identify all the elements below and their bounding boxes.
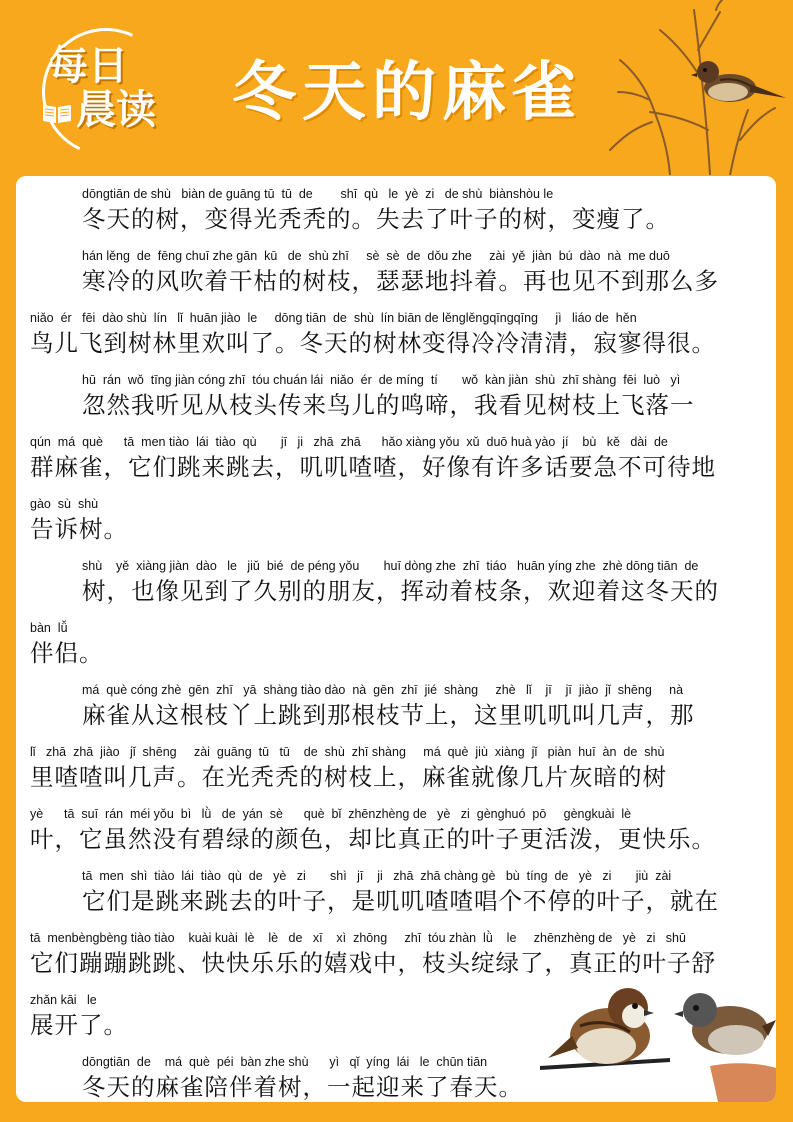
chinese-text: 鸟儿飞到树林里欢叫了。冬天的树林变得冷冷清清，寂寥得很。 xyxy=(30,329,716,357)
chinese-text: 寒冷的风吹着干枯的树枝，瑟瑟地抖着。再也见不到那么多 xyxy=(82,267,719,295)
pinyin-annotation: lǐ zhā zhā jiào jǐ shēng zài guāng tū tū de shù zhī shàng má què jiù xiàng jǐ piàn huī àn de shù xyxy=(30,745,665,759)
text-line xyxy=(16,366,776,428)
pinyin-annotation: bàn lǚ xyxy=(30,621,68,635)
text-line xyxy=(16,800,776,862)
chinese-text: 冬天的树，变得光秃秃的。失去了叶子的树，变瘦了。 xyxy=(82,205,670,233)
pinyin-annotation: hán lěng de fēng chuī zhe gān kū de shù zhī sè sè de dǒu zhe zài yě jiàn bú dào nà me duō xyxy=(82,249,670,263)
chinese-text: 忽然我听见从枝头传来鸟儿的鸣啼，我看见树枝上飞落一 xyxy=(82,391,695,419)
text-line xyxy=(16,614,776,676)
reading-panel xyxy=(16,176,776,1102)
sparrow-right-icon xyxy=(674,993,776,1055)
pinyin-annotation: hū rán wǒ tīng jiàn cóng zhī tóu chuán lái niǎo ér de míng tí wǒ kàn jiàn shù zhī shàng fēi luò yì xyxy=(82,373,681,387)
sparrows-illustration xyxy=(540,976,776,1102)
sparrow-left-icon xyxy=(548,988,654,1064)
pinyin-annotation: qún má què tā men tiào lái tiào qù jī ji zhā zhā hǎo xiàng yǒu xǔ duō huà yào jí bù kě dài de xyxy=(30,435,668,449)
chinese-text: 里喳喳叫几声。在光秃秃的树枝上，麻雀就像几片灰暗的树 xyxy=(30,763,667,791)
badge-text-daily: 每日 xyxy=(48,43,128,89)
text-line xyxy=(16,552,776,614)
chinese-text: 伴侣。 xyxy=(30,639,104,667)
chinese-text: 展开了。 xyxy=(30,1011,128,1039)
pinyin-annotation: shù yě xiàng jiàn dào le jiǔ bié de péng yǒu huī dòng zhe zhī tiáo huān yíng zhe zhè dōng tiān de xyxy=(82,559,699,573)
chinese-text: 它们是跳来跳去的叶子，是叽叽喳喳唱个不停的叶子，就在 xyxy=(82,887,719,915)
pinyin-annotation: zhǎn kāi le xyxy=(30,993,97,1007)
pinyin-annotation: tā men shì tiào lái tiào qù de yè zi shì jī ji zhā zhā chàng gè bù tíng de yè zi jiù zài xyxy=(82,869,672,883)
chinese-text: 冬天的麻雀陪伴着树，一起迎来了春天。 xyxy=(82,1073,523,1101)
pinyin-annotation: dōngtiān de shù biàn de guāng tū tū de shī qù le yè zi de shù biànshòu le xyxy=(82,187,554,201)
pinyin-annotation: gào sù shù xyxy=(30,497,99,511)
text-line xyxy=(16,490,776,552)
pinyin-annotation: má què cóng zhè gēn zhī yā shàng tiào dào nà gēn zhī jié shàng zhè lǐ jī jī jiào jǐ shēng nà xyxy=(82,683,684,697)
chinese-text: 它们蹦蹦跳跳、快快乐乐的嬉戏中，枝头绽绿了，真正的叶子舒 xyxy=(30,949,716,977)
text-line xyxy=(16,180,776,242)
chinese-text: 麻雀从这根枝丫上跳到那根枝节上，这里叽叽叫几声，那 xyxy=(82,701,695,729)
sparrow-icon xyxy=(691,61,786,102)
pinyin-annotation: dōngtiān de má què péi bàn zhe shù yì qǐ yíng lái le chūn tiān xyxy=(82,1055,488,1069)
bird-on-branch-illustration xyxy=(590,0,793,175)
header xyxy=(0,0,793,175)
pinyin-annotation: tā menbèngbèng tiào tiào kuài kuài lè lè de xī xì zhōng zhī tóu zhàn lǜ le zhēnzhèng de yè zi shū xyxy=(30,931,686,945)
chinese-text: 群麻雀，它们跳来跳去，叽叽喳喳，好像有许多话要急不可待地 xyxy=(30,453,716,481)
badge-text-morning-read: 晨读 xyxy=(76,87,156,133)
text-line xyxy=(16,862,776,924)
daily-reading-badge xyxy=(34,26,184,156)
pinyin-annotation: niǎo ér fēi dào shù lín lǐ huān jiào le dōng tiān de shù lín biān de lěnglěngqīngqīng jì liáo de hěn xyxy=(30,311,637,325)
text-line xyxy=(16,738,776,800)
page-title: 冬天的麻雀 xyxy=(232,55,582,130)
pinyin-annotation: yè tā suī rán méi yǒu bì lǜ de yán sè què bǐ zhēnzhèng de yè zi gènghuó pō gèngkuài lè xyxy=(30,807,632,821)
text-line xyxy=(16,304,776,366)
text-line xyxy=(16,428,776,490)
text-line xyxy=(16,676,776,738)
chinese-text: 告诉树。 xyxy=(30,515,128,543)
book-icon xyxy=(42,102,72,124)
text-line xyxy=(16,242,776,304)
chinese-text: 叶，它虽然没有碧绿的颜色，却比真正的叶子更活泼，更快乐。 xyxy=(30,825,716,853)
chinese-text: 树，也像见到了久别的朋友，挥动着枝条，欢迎着这冬天的 xyxy=(82,577,719,605)
